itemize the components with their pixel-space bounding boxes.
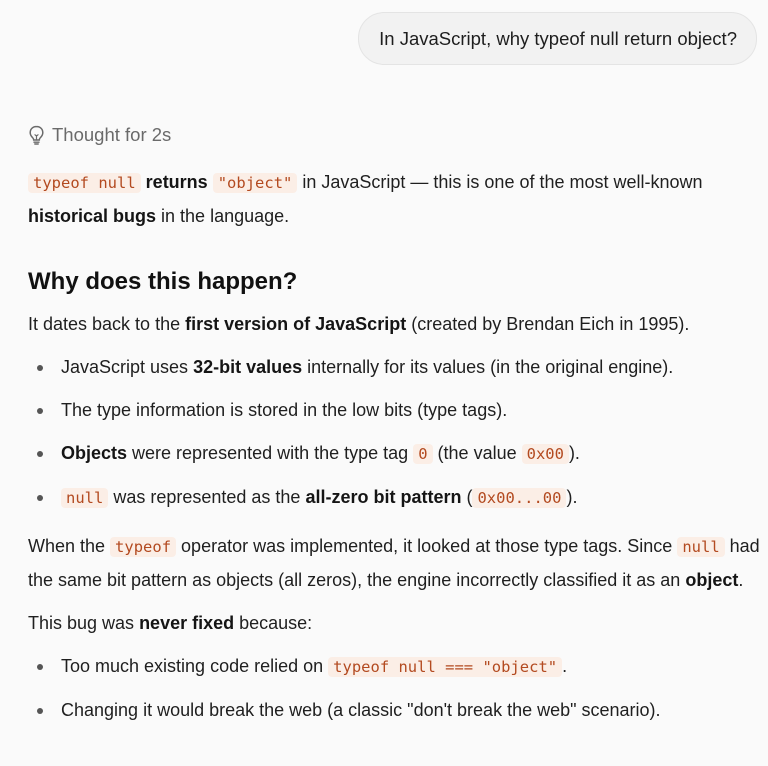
bold-text: first version of JavaScript <box>185 314 407 334</box>
list-item <box>28 694 764 727</box>
text: The type information is stored in the low bits (type tags). <box>61 400 508 420</box>
text: because: <box>234 613 313 633</box>
inline-code: typeof <box>110 537 176 557</box>
list-item <box>28 437 764 471</box>
text: in the language. <box>156 206 290 226</box>
section-heading: Why does this happen? <box>28 268 298 295</box>
inline-code: typeof null <box>28 173 141 193</box>
reasons-list <box>28 351 764 515</box>
text: had the same bit pattern as objects (all zeros), the engine incorrectly classified it as an <box>28 536 760 590</box>
bold-text: Objects <box>61 443 128 463</box>
inline-code: 0x00...00 <box>472 488 566 508</box>
bold-text: object <box>685 570 739 590</box>
never-fixed-paragraph <box>28 607 764 640</box>
text: JavaScript uses <box>61 357 194 377</box>
list-item <box>28 394 764 427</box>
inline-code: 0 <box>413 444 432 464</box>
inline-code: null <box>677 537 724 557</box>
inline-code: "object" <box>213 173 298 193</box>
bold-text: historical bugs <box>28 206 157 226</box>
text: in JavaScript — this is one of the most well-known <box>297 172 703 192</box>
text: ( <box>461 487 473 507</box>
text: operator was implemented, it looked at those type tags. Since <box>176 536 678 556</box>
lightbulb-icon <box>28 125 45 145</box>
never-fixed-list <box>28 650 764 727</box>
inline-code: typeof null === "object" <box>328 657 562 677</box>
text: (created by Brendan Eich in 1995). <box>406 314 690 334</box>
text: were represented with the type tag <box>127 443 414 463</box>
bold-text: all-zero bit pattern <box>305 487 462 507</box>
bold-text: 32-bit values <box>193 357 303 377</box>
text: . <box>738 570 744 590</box>
text: ). <box>566 487 578 507</box>
text: (the value <box>432 443 522 463</box>
user-message-bubble <box>358 12 757 65</box>
thought-label: Thought for 2s <box>52 124 172 145</box>
text: ). <box>568 443 580 463</box>
list-item <box>28 481 764 515</box>
inline-code: null <box>61 488 108 508</box>
text: was represented as the <box>108 487 306 507</box>
text: It dates back to the <box>28 314 186 334</box>
list-item <box>28 650 764 684</box>
user-message-text: In JavaScript, why typeof null return object? <box>379 27 737 49</box>
text: This bug was <box>28 613 140 633</box>
text: . <box>562 656 568 676</box>
intro-paragraph <box>28 166 764 233</box>
explanation-paragraph <box>28 530 764 597</box>
bold-text: returns <box>145 172 208 192</box>
text: Changing it would break the web (a classic "don't break the web" scenario). <box>61 700 661 720</box>
list-item <box>28 351 764 384</box>
assistant-answer <box>28 166 764 727</box>
thought-toggle[interactable] <box>28 124 171 146</box>
history-paragraph <box>28 308 764 341</box>
bold-text: never fixed <box>139 613 235 633</box>
text: Too much existing code relied on <box>61 656 329 676</box>
text: When the <box>28 536 111 556</box>
text: internally for its values (in the original engine). <box>302 357 674 377</box>
inline-code: 0x00 <box>522 444 569 464</box>
